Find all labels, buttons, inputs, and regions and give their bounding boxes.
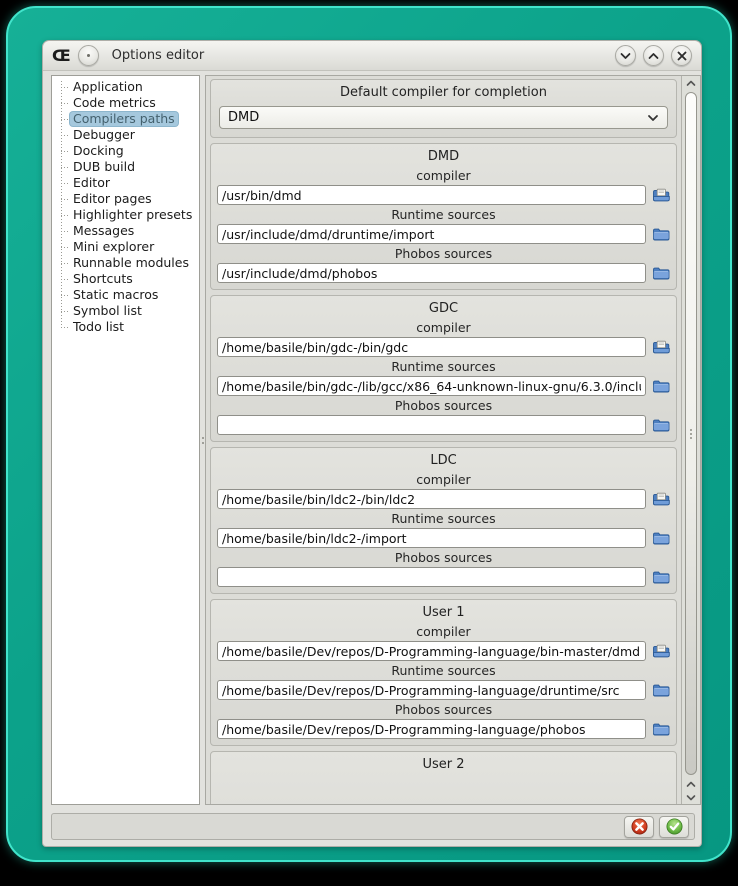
sidebar-item-label[interactable]: Messages xyxy=(73,223,135,238)
sidebar-item-label[interactable]: Symbol list xyxy=(73,303,142,318)
chevron-down-icon xyxy=(620,52,631,60)
open-file-icon xyxy=(652,644,670,659)
chevron-down-icon xyxy=(686,794,696,801)
window-frame xyxy=(6,6,732,862)
sidebar-item-application[interactable] xyxy=(57,79,195,95)
options-panel xyxy=(205,75,701,805)
gdc-compiler-browse-button[interactable] xyxy=(651,339,670,356)
sidebar-item-static-macros[interactable] xyxy=(57,287,195,303)
folder-icon xyxy=(652,379,670,394)
user-2-group-title: User 2 xyxy=(422,757,465,772)
ldc-runtime-browse-button[interactable] xyxy=(651,530,670,547)
dmd-runtime-sources-label: Runtime sources xyxy=(391,207,496,222)
scrollbar-thumb[interactable] xyxy=(685,92,697,775)
sidebar-item-label[interactable]: Editor xyxy=(73,175,110,190)
scroll-down-button[interactable] xyxy=(682,790,700,804)
sidebar-item-highlighter-presets[interactable] xyxy=(57,207,195,223)
sidebar xyxy=(51,75,200,805)
sidebar-item-label[interactable]: Docking xyxy=(73,143,124,158)
ldc-compiler-browse-button[interactable] xyxy=(651,491,670,508)
ldc-phobos-sources-input[interactable] xyxy=(217,567,646,587)
sidebar-item-dub-build[interactable] xyxy=(57,159,195,175)
ldc-runtime-sources-label: Runtime sources xyxy=(391,511,496,526)
sidebar-item-label[interactable]: Highlighter presets xyxy=(73,207,193,222)
folder-icon xyxy=(652,531,670,546)
ldc-runtime-sources-input[interactable] xyxy=(217,528,646,548)
sidebar-item-code-metrics[interactable] xyxy=(57,95,195,111)
user-1-runtime-sources-label: Runtime sources xyxy=(391,663,496,678)
window-title: Options editor xyxy=(111,48,205,63)
user-1-runtime-browse-button[interactable] xyxy=(651,682,670,699)
user-1-phobos-browse-button[interactable] xyxy=(651,721,670,738)
sidebar-item-label[interactable]: Application xyxy=(73,79,143,94)
chevron-up-icon xyxy=(686,80,696,87)
folder-icon xyxy=(652,683,670,698)
options-editor-window xyxy=(42,40,702,847)
ldc-phobos-browse-button[interactable] xyxy=(651,569,670,586)
sidebar-item-editor[interactable] xyxy=(57,175,195,191)
gdc-runtime-browse-button[interactable] xyxy=(651,378,670,395)
sidebar-item-symbol-list[interactable] xyxy=(57,303,195,319)
dmd-compiler-browse-button[interactable] xyxy=(651,187,670,204)
folder-icon xyxy=(652,722,670,737)
sidebar-item-label[interactable]: Debugger xyxy=(73,127,135,142)
options-scrollbar[interactable] xyxy=(681,76,700,804)
dmd-phobos-browse-button[interactable] xyxy=(651,265,670,282)
open-file-icon xyxy=(652,492,670,507)
dmd-runtime-sources-input[interactable] xyxy=(217,224,646,244)
titlebar[interactable] xyxy=(43,41,701,71)
titlebar-actions xyxy=(615,45,692,66)
gdc-phobos-sources-label: Phobos sources xyxy=(394,398,493,413)
chevron-up-icon xyxy=(648,52,659,60)
ldc-compiler-label: compiler xyxy=(416,472,471,487)
dmd-phobos-sources-label: Phobos sources xyxy=(394,246,493,261)
ldc-phobos-sources-label: Phobos sources xyxy=(394,550,493,565)
cancel-button[interactable] xyxy=(624,816,654,838)
sidebar-item-label[interactable]: Compilers paths xyxy=(70,112,178,126)
minimize-button[interactable] xyxy=(615,45,636,66)
sidebar-item-debugger[interactable] xyxy=(57,127,195,143)
chevron-down-icon xyxy=(647,114,659,122)
ldc-group-title: LDC xyxy=(430,453,457,468)
sidebar-item-label[interactable]: Editor pages xyxy=(73,191,152,206)
open-file-icon xyxy=(652,340,670,355)
user-1-compiler-input[interactable] xyxy=(217,641,646,661)
sidebar-item-mini-explorer[interactable] xyxy=(57,239,195,255)
gdc-phobos-sources-input[interactable] xyxy=(217,415,646,435)
default-compiler-selected-value: DMD xyxy=(228,110,260,125)
open-file-icon xyxy=(652,188,670,203)
sidebar-item-label[interactable]: Static macros xyxy=(73,287,159,302)
cancel-circle-icon xyxy=(631,818,648,835)
folder-icon xyxy=(652,266,670,281)
user-1-group-title: User 1 xyxy=(422,605,465,620)
accept-button[interactable] xyxy=(659,816,689,838)
user-1-group xyxy=(210,599,677,746)
sidebar-item-todo-list[interactable] xyxy=(57,319,195,335)
dmd-group xyxy=(210,143,677,290)
user-1-compiler-label: compiler xyxy=(416,624,471,639)
sidebar-item-editor-pages[interactable] xyxy=(57,191,195,207)
sidebar-item-label[interactable]: DUB build xyxy=(73,159,136,174)
ldc-group xyxy=(210,447,677,594)
compiler-groups xyxy=(208,143,679,746)
user-1-phobos-sources-input[interactable] xyxy=(217,719,646,739)
default-compiler-group-title: Default compiler for completion xyxy=(340,85,547,100)
user-1-phobos-sources-label: Phobos sources xyxy=(394,702,493,717)
sidebar-item-label[interactable]: Shortcuts xyxy=(73,271,133,286)
sidebar-item-runnable-modules[interactable] xyxy=(57,255,195,271)
maximize-button[interactable] xyxy=(643,45,664,66)
app-logo-icon: Œ xyxy=(52,45,70,65)
folder-icon xyxy=(652,570,670,585)
gdc-compiler-label: compiler xyxy=(416,320,471,335)
dmd-compiler-label: compiler xyxy=(416,168,471,183)
dmd-runtime-browse-button[interactable] xyxy=(651,226,670,243)
folder-icon xyxy=(652,227,670,242)
statusbar xyxy=(51,813,695,840)
close-button[interactable] xyxy=(671,45,692,66)
default-compiler-group xyxy=(210,79,677,138)
sidebar-item-label[interactable]: Code metrics xyxy=(73,95,156,110)
options-scroll-content xyxy=(206,76,681,804)
gdc-compiler-input[interactable] xyxy=(217,337,646,357)
sidebar-item-label[interactable]: Runnable modules xyxy=(73,255,189,270)
accept-circle-icon xyxy=(666,818,683,835)
user-2-group xyxy=(210,751,677,804)
sidebar-item-label[interactable]: Todo list xyxy=(73,319,125,334)
sidebar-item-compilers-paths[interactable] xyxy=(57,111,195,127)
gdc-phobos-browse-button[interactable] xyxy=(651,417,670,434)
user-1-compiler-browse-button[interactable] xyxy=(651,643,670,660)
chevron-up-icon xyxy=(686,781,696,788)
dmd-group-title: DMD xyxy=(427,149,460,164)
scroll-up-button[interactable] xyxy=(682,76,700,90)
sidebar-item-shortcuts[interactable] xyxy=(57,271,195,287)
pin-dot-icon xyxy=(87,54,90,57)
close-icon xyxy=(677,51,687,61)
sidebar-tree xyxy=(57,79,195,335)
dmd-phobos-sources-input[interactable] xyxy=(217,263,646,283)
user-1-runtime-sources-input[interactable] xyxy=(217,680,646,700)
folder-icon xyxy=(652,418,670,433)
gdc-group-title: GDC xyxy=(428,301,459,316)
sidebar-item-label[interactable]: Mini explorer xyxy=(73,239,155,254)
gdc-group xyxy=(210,295,677,442)
pin-button[interactable] xyxy=(78,45,99,66)
gdc-runtime-sources-label: Runtime sources xyxy=(391,359,496,374)
sidebar-item-docking[interactable] xyxy=(57,143,195,159)
ldc-compiler-input[interactable] xyxy=(217,489,646,509)
scroll-up-button-secondary[interactable] xyxy=(682,777,700,791)
gdc-runtime-sources-input[interactable] xyxy=(217,376,646,396)
default-compiler-select[interactable] xyxy=(219,106,668,129)
dmd-compiler-input[interactable] xyxy=(217,185,646,205)
sidebar-item-messages[interactable] xyxy=(57,223,195,239)
